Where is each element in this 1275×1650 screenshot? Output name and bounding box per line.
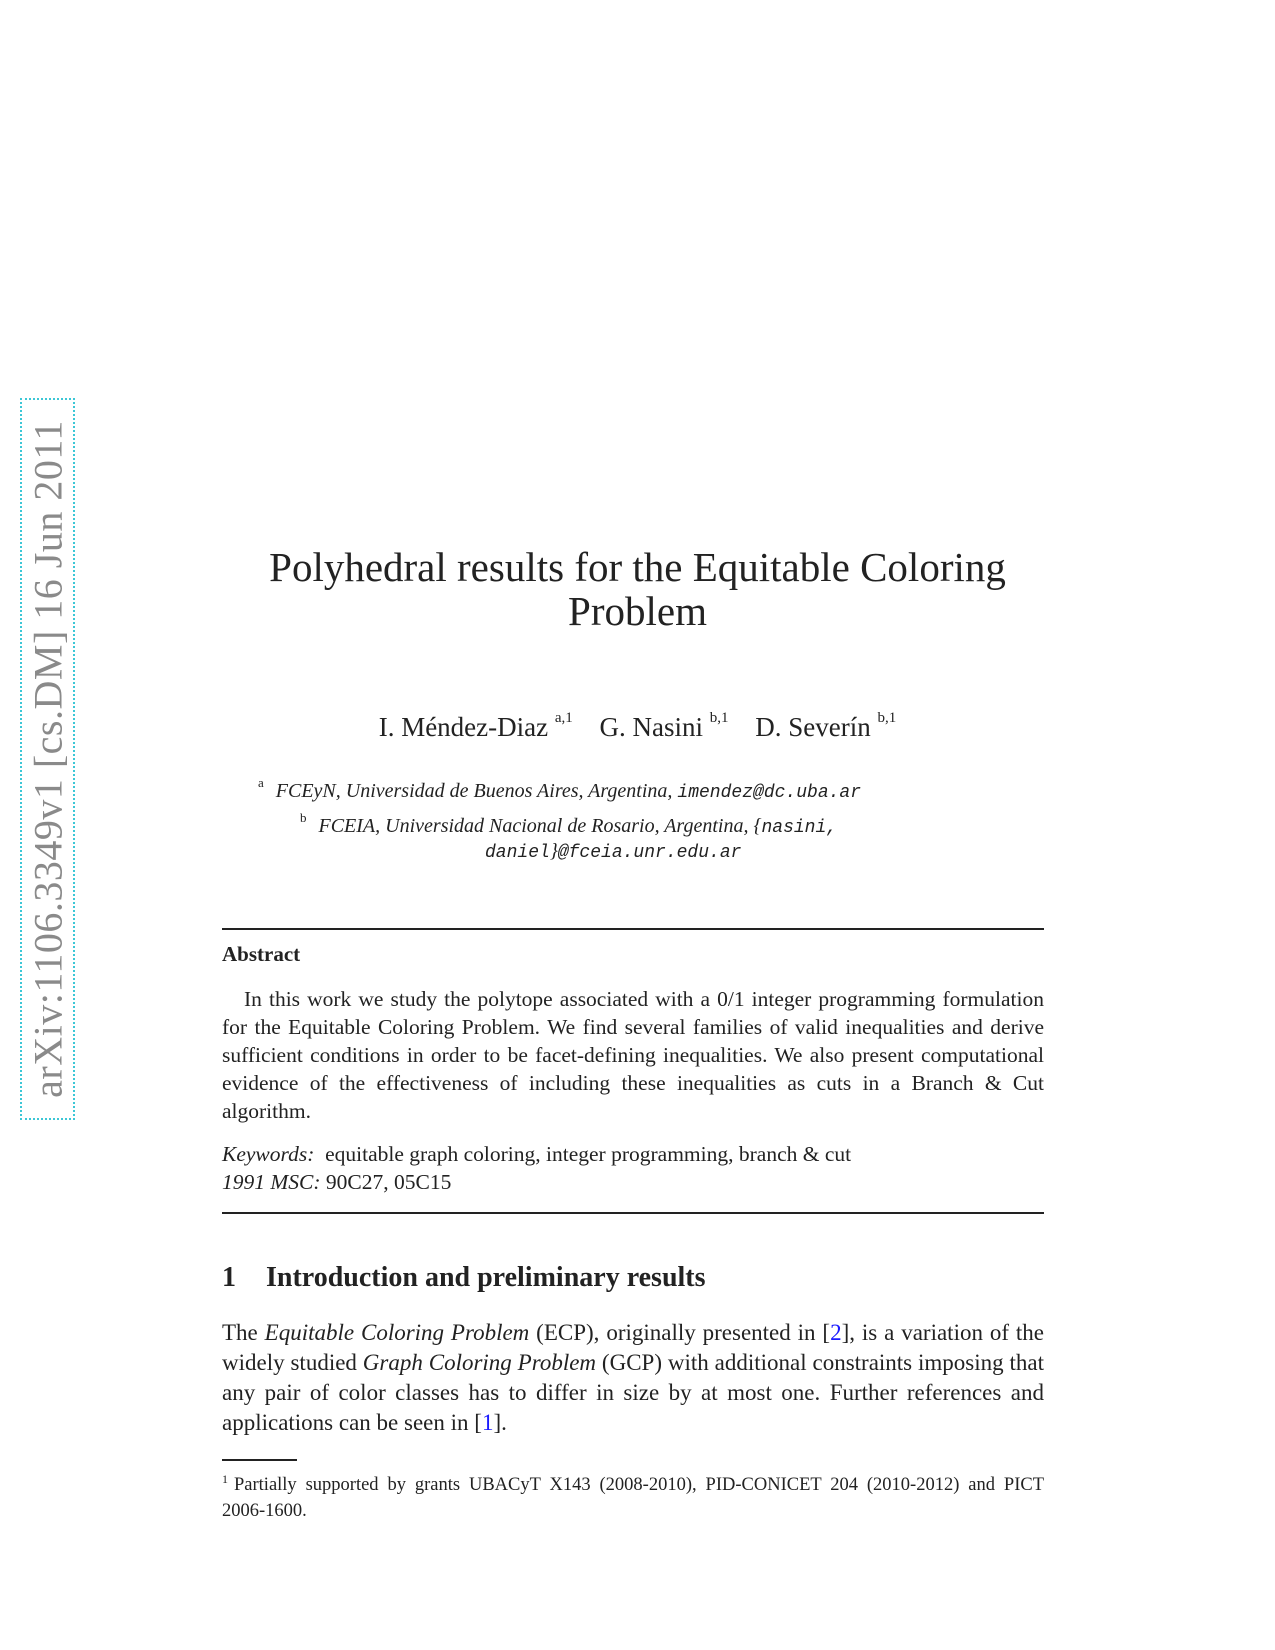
author-affil-mark: a,1 [554,710,573,726]
intro-text: ], is a variation of the widely studied [222,1320,1044,1375]
author-name: I. Méndez-Diaz [378,712,549,742]
affiliation-b-brace: } [549,840,558,862]
author-name: D. Severín [755,712,871,742]
affiliation-a-email[interactable]: imendez@dc.uba.ar [677,783,862,803]
affiliation-b-email-1[interactable]: nasini, [761,818,838,838]
title-line-2: Problem [568,588,707,634]
title-line-1: Polyhedral results for the Equitable Coloring [269,544,1006,590]
affiliation-a [258,775,861,803]
paper-title [215,545,1060,633]
intro-text: The [222,1320,265,1345]
arxiv-stamp-text: arXiv:1106.3349v1 [cs.DM] 16 Jun 2011 [25,420,70,1098]
intro-paragraph [222,1318,1044,1438]
msc-line [222,1168,451,1196]
section-heading [222,1262,706,1294]
affiliation-b-continued [485,840,741,863]
intro-term-ecp: Equitable Coloring Problem [264,1320,530,1345]
abstract-top-rule [222,928,1044,930]
citation-link[interactable]: 1 [481,1410,494,1435]
author-affil-mark: b,1 [709,710,729,726]
affiliation-b-email-2[interactable]: daniel [485,843,550,863]
affiliation-b-mark: b [300,810,307,825]
intro-text: (ECP), originally presented in [ [529,1320,831,1345]
author-affil-mark: b,1 [877,710,897,726]
affiliation-b-email-domain[interactable]: @fceia.unr.edu.ar [557,843,742,863]
citation-link[interactable]: 2 [830,1320,842,1345]
intro-term-gcp: Graph Coloring Problem [362,1350,597,1375]
section-title: Introduction and preliminary results [266,1262,706,1293]
affiliation-a-text: FCEyN, Universidad de Buenos Aires, Argentina, [275,780,678,802]
arxiv-stamp[interactable] [20,398,75,1120]
intro-text: ]. [493,1410,507,1435]
affiliation-a-mark: a [258,775,264,790]
footnote [222,1466,1044,1524]
author-1 [379,712,573,742]
keywords-value: equitable graph coloring, integer programming, branch & cut [325,1142,852,1166]
intro-text: (GCP) with additional constraints imposing that any pair of color classes has to differ in size by at most one. Further references and applications can be seen in [ [222,1350,1044,1435]
abstract-bottom-rule [222,1212,1044,1214]
author-3 [755,712,896,742]
abstract-body: In this work we study the polytope associated with a 0/1 integer programming formulation for the Equitable Coloring Problem. We find several families of valid inequalities and derive sufficient conditions in order to be facet-defining inequalities. We also present computational evidence of the effectiveness of including these inequalities as cuts in a Branch & Cut algorithm. [222,987,1044,1123]
abstract-heading: Abstract [222,942,301,966]
section-number: 1 [222,1262,236,1293]
footnote-text: Partially supported by grants UBACyT X143 (2008-2010), PID-CONICET 204 (2010-2012) and PICT 2006-1600. [222,1475,1044,1521]
author-2 [600,712,729,742]
keywords-label: Keywords: [222,1142,315,1166]
author-list [215,712,1060,743]
footnote-rule [222,1459,297,1461]
footnote-mark: 1 [222,1472,228,1486]
keywords-line [222,1140,851,1168]
affiliation-b [300,810,837,838]
msc-label: 1991 MSC: [222,1170,321,1194]
author-name: G. Nasini [599,712,704,742]
msc-value: 90C27, 05C15 [325,1170,452,1194]
affiliation-b-text: FCEIA, Universidad Nacional de Rosario, Argentina, { [318,815,762,837]
